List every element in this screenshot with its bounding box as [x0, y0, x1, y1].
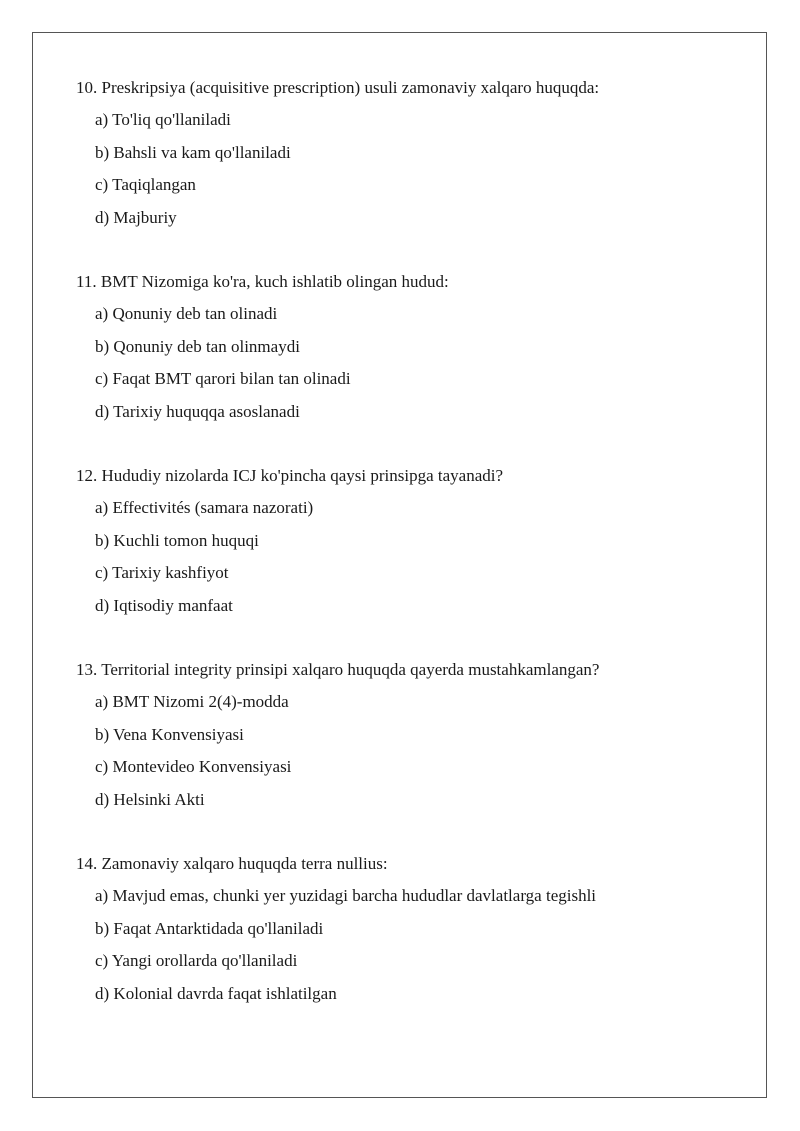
question-14 — [76, 848, 756, 1010]
answer-option-d: d) Iqtisodiy manfaat — [95, 595, 233, 615]
question-list — [76, 72, 756, 1042]
question-11 — [76, 266, 756, 428]
answer-option-c: c) Yangi orollarda qo'llaniladi — [95, 951, 298, 970]
answer-option-a: a) Mavjud emas, chunki yer yuzidagi barcha hududlar davlatlarga tegishli — [95, 886, 597, 905]
question-text: 11. BMT Nizomiga ko'ra, kuch ishlatib olingan hudud: — [76, 272, 449, 291]
answer-options — [76, 686, 756, 816]
answer-option-d: d) Tarixiy huquqqa asoslanadi — [95, 401, 300, 421]
question-text: 10. Preskripsiya (acquisitive prescription) usuli zamonaviy xalqaro huquqda: — [76, 78, 600, 97]
answer-option-c: c) Tarixiy kashfiyot — [95, 563, 229, 582]
answer-options — [76, 880, 756, 1010]
answer-option-c: c) Faqat BMT qarori bilan tan olinadi — [95, 369, 351, 388]
answer-option-b: b) Faqat Antarktidada qo'llaniladi — [95, 918, 324, 938]
answer-option-d: d) Helsinki Akti — [95, 789, 205, 809]
answer-option-b: b) Qonuniy deb tan olinmaydi — [95, 336, 300, 356]
answer-options — [76, 104, 756, 234]
question-10 — [76, 72, 756, 234]
question-12 — [76, 460, 756, 622]
answer-option-b: b) Vena Konvensiyasi — [95, 724, 244, 744]
answer-option-b: b) Kuchli tomon huquqi — [95, 530, 259, 550]
answer-option-a: a) To'liq qo'llaniladi — [95, 110, 231, 129]
answer-options — [76, 298, 756, 428]
question-13 — [76, 654, 756, 816]
question-text: 12. Hududiy nizolarda ICJ ko'pincha qaysi prinsipga tayanadi? — [76, 466, 504, 485]
answer-option-d: d) Kolonial davrda faqat ishlatilgan — [95, 983, 337, 1003]
answer-option-a: a) BMT Nizomi 2(4)-modda — [95, 692, 289, 711]
answer-option-b: b) Bahsli va kam qo'llaniladi — [95, 142, 291, 162]
answer-option-a: a) Qonuniy deb tan olinadi — [95, 304, 278, 323]
answer-options — [76, 492, 756, 622]
answer-option-a: a) Effectivités (samara nazorati) — [95, 498, 314, 517]
answer-option-c: c) Taqiqlangan — [95, 175, 196, 194]
question-text: 13. Territorial integrity prinsipi xalqaro huquqda qayerda mustahkamlangan? — [76, 660, 600, 679]
answer-option-d: d) Majburiy — [95, 207, 177, 227]
question-text: 14. Zamonaviy xalqaro huquqda terra nullius: — [76, 854, 388, 873]
answer-option-c: c) Montevideo Konvensiyasi — [95, 757, 292, 776]
